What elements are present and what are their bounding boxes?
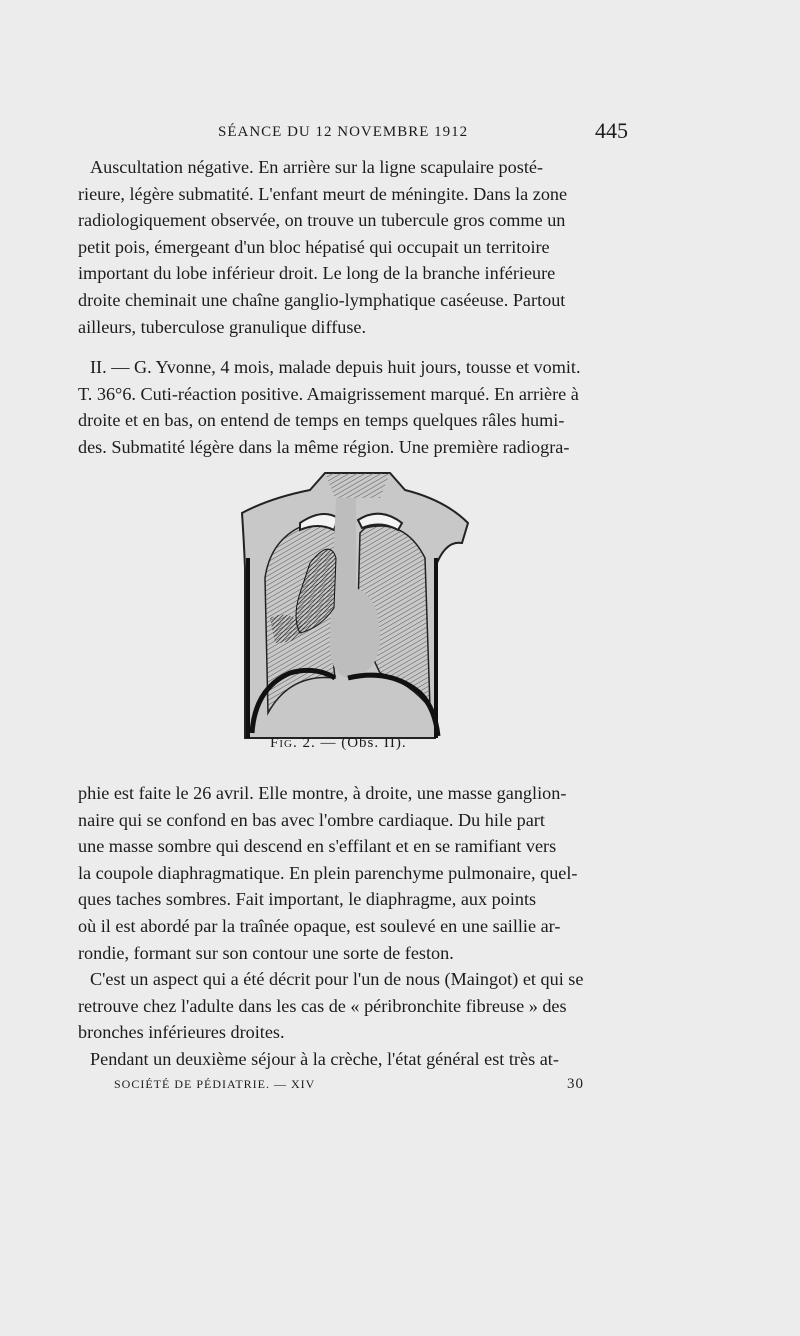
figure-caption — [270, 735, 407, 752]
text-line: une masse sombre qui descend en s'effilant et en se ramifiant vers — [78, 836, 557, 857]
text-line: ques taches sombres. Fait important, le diaphragme, aux points — [78, 889, 537, 910]
chest-radiograph-figure — [230, 468, 480, 743]
text-line: II. — G. Yvonne, 4 mois, malade depuis huit jours, tousse et vomit. — [90, 357, 581, 377]
signature: SOCIÉTÉ DE PÉDIATRIE. — XIV — [114, 1077, 316, 1091]
paragraph-3 — [78, 780, 628, 1073]
text-line: Pendant un deuxième séjour à la crèche, l'état général est très at- — [90, 1048, 559, 1069]
text-line: phie est faite le 26 avril. Elle montre, à droite, une masse ganglion- — [78, 783, 567, 803]
text-line: ailleurs, tuberculose granulique diffuse. — [78, 316, 367, 337]
text-line: la coupole diaphragmatique. En plein parenchyme pulmonaire, quel- — [78, 862, 578, 883]
sheet-number: 30 — [567, 1076, 584, 1092]
running-title: SÉANCE DU 12 NOVEMBRE 1912 — [218, 124, 469, 140]
text-line: naire qui se confond en bas avec l'ombre cardiaque. Du hile part — [78, 809, 545, 830]
page-header — [78, 118, 628, 146]
paragraph-2 — [78, 354, 628, 460]
page-footer — [114, 1077, 594, 1092]
text-line: important du lobe inférieur droit. Le long de la branche inférieure — [78, 263, 556, 284]
text-line: des. Submatité légère dans la même région. Une première radiogra- — [78, 436, 570, 457]
text-line: retrouve chez l'adulte dans les cas de « péribronchite fibreuse » des — [78, 995, 567, 1016]
paragraph-1 — [78, 154, 628, 340]
text-line: radiologiquement observée, on trouve un tubercule gros comme un — [78, 210, 566, 231]
text-line: T. 36°6. Cuti-réaction positive. Amaigrissement marqué. En arrière à — [78, 383, 579, 404]
caption-ref: — (Obs. II). — [320, 735, 407, 751]
caption-label: Fig. 2. — [270, 735, 316, 751]
text-line: droite et en bas, on entend de temps en temps quelques râles humi- — [78, 410, 565, 431]
text-line: rieure, légère submatité. L'enfant meurt de méningite. Dans la zone — [78, 183, 568, 204]
text-line: Auscultation négative. En arrière sur la ligne scapulaire posté- — [90, 157, 544, 177]
neck-hatching — [325, 473, 390, 498]
text-line: où il est abordé par la traînée opaque, est soulevé en une saillie ar- — [78, 915, 561, 936]
text-line: petit pois, émergeant d'un bloc hépatisé qui occupait un territoire — [78, 236, 550, 257]
text-line: bronches inférieures droites. — [78, 1022, 285, 1043]
text-line: C'est un aspect qui a été décrit pour l'un de nous (Maingot) et qui se — [90, 969, 584, 990]
text-line: droite cheminait une chaîne ganglio-lymphatique caséeuse. Partout — [78, 289, 566, 310]
text-line: rondie, formant sur son contour une sorte de feston. — [78, 942, 454, 963]
page-number: 445 — [595, 118, 628, 143]
